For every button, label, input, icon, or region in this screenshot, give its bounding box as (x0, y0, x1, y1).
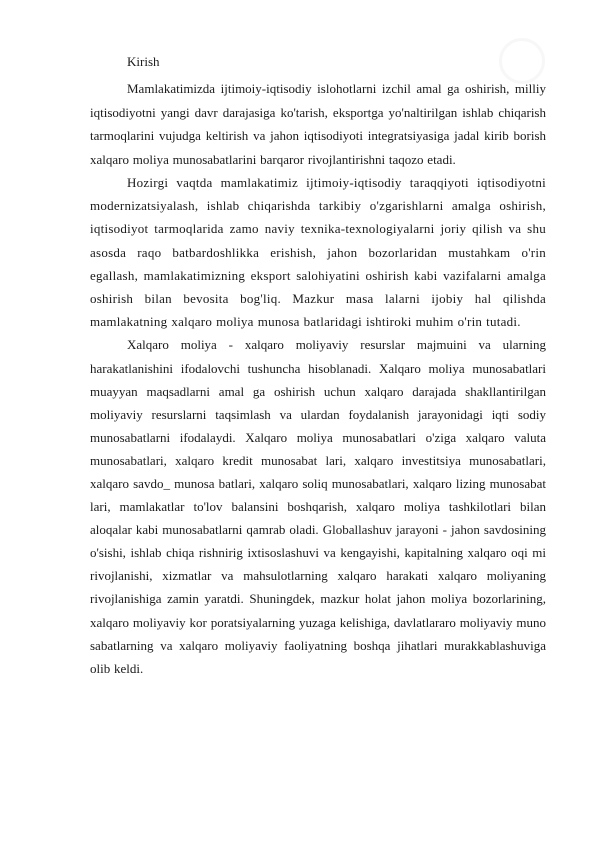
paragraph-intro: Mamlakatimizda ijtimoiy-iqtisodiy islohotlarni izchil amal ga oshirish, milliy iqtisodiyotni yangi davr darajasiga ko'tarish, eksportga yo'naltirilgan ishlab chiqarish tarmoqlarini vujudga keltirish va jahon iqtisodiyoti integratsiyasiga jadal kirib borish xalqaro moliya munosabatlarini barqaror rivojlantirishni taqozo etadi. (90, 81, 546, 167)
paragraph-definition: Xalqaro moliya - xalqaro moliyaviy resurslar majmuini va ularning harakatlanishini ifodalovchi tushuncha hisoblanadi. Xalqaro moliya munosabatlari muayyan maqsadlarni amal ga oshirish uchun xalqaro darajada shakllantirilgan moliyaviy resurslarni taqsimlash va ulardan foydalanish jarayonidagi iqti sodiy munosabatlarni ifodalaydi. Xalqaro moliya munosabatlari o'ziga xalqaro valuta munosabatlari, xalqaro kredit munosabat lari, xalqaro investitsiya munosabatlari, xalqaro savdo_ munosa batlari, xalqaro soliq munosabatlari, xalqaro lizing munosabat lari, mamlakatlar to'lov balansini boshqarish, xalqaro moliya tashkilotlari bilan aloqalar kabi munosabatlarni qamrab oladi. Globallashuv jarayoni - jahon savdosining o'sishi, ishlab chiqa rishnirig ixtisoslashuvi va kengayishi, kapitalning xalqaro oqi mi rivojlanishi, xizmatlar va mahsulotlarning xalqaro harakati xalqaro moliyaning rivojlanishiga zamin yaratdi. Shuningdek, mazkur holat jahon moliya bozorlarining, xalqaro moliyaviy kor poratsiyalarning yuzaga kelishiga, davlatlararo moliyaviy muno sabatlarning va xalqaro moliyaviy faoliyatning boshqa jihatlari murakkablashuviga olib keldi. (90, 337, 546, 676)
document-page (90, 52, 546, 680)
section-heading: Kirish (127, 54, 160, 69)
paragraph-modernization: Hozirgi vaqtda mamlakatimiz ijtimoiy-iqtisodiy taraqqiyoti iqtisodiyotni modernizatsiyalash, ishlab chiqarishda tarkibiy o'zgarishlarni amalga oshirish, iqtisodiyot tarmoqlarida zamo naviy texnika-texnologiyalarni joriy qilish va shu asosda raqo batbardoshlikka erishish, jahon bozorlaridan mustahkam o'rin egallash, mamlakatimizning eksport salohiyatini oshirish kabi vazifalarni amalga oshirish bilan bevosita bog'liq. Mazkur masa lalarni ijobiy hal qilishda mamlakatning xalqaro moliya munosa batlaridagi ishtiroki muhim o'rin tutadi. (90, 175, 546, 330)
